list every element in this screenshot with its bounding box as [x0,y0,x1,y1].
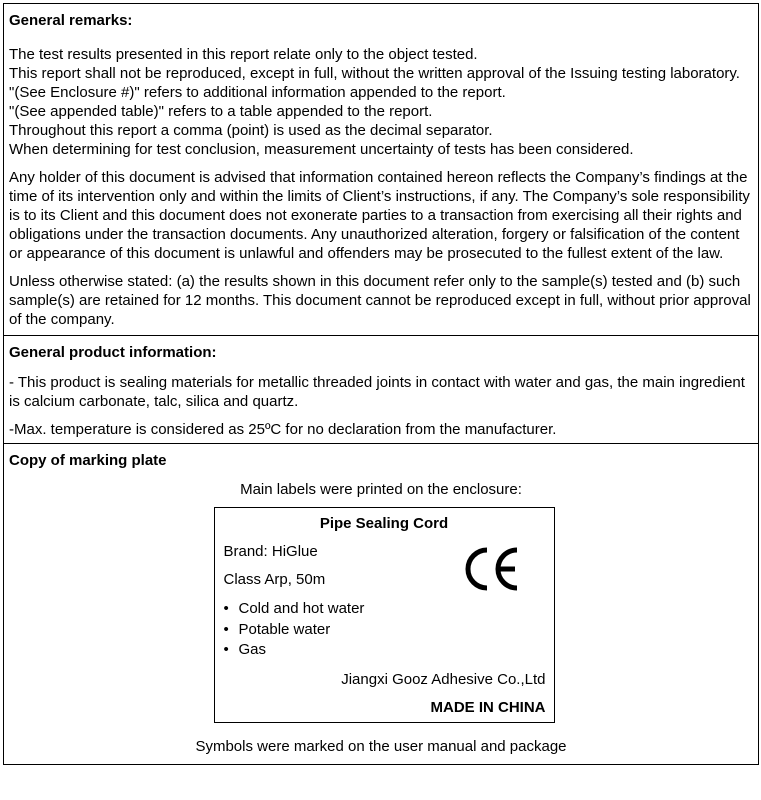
label-class: Class Arp, 50m [223,571,326,588]
use-label: Potable water [238,620,331,638]
holder-paragraph: Any holder of this document is advised that information contained hereon reflects the Company’s findings at the time of its intervention only and within the limits of Client’s instructions, if any. The Company’s sole responsibility is to its Client and this document does not exonerate parties to a transaction from exercising all their rights and obligations under the transaction documents. Any unauthorized alteration, forgery or falsification of the content or appearance of this document is unlawful and offenders may be prosecuted to the fullest extent of the law. [9,169,750,262]
product-description: - This product is sealing materials for metallic threaded joints in contact with water and gas, the main ingredient is calcium carbonate, talc, silica and quartz. [9,374,745,410]
unless-paragraph: Unless otherwise stated: (a) the results shown in this document refer only to the sample(s) tested and (b) such sample(s) are retained for 12 months. This document cannot be reproduced except in full, without prior approval of the company. [9,273,751,328]
max-temperature-note: -Max. temperature is considered as 25ºC for no declaration from the manufacturer. [9,421,557,438]
remark-line: This report shall not be reproduced, except in full, without the written approval of the Issuing testing laboratory. [9,65,740,82]
list-item [224,599,365,620]
ce-mark-icon [459,546,523,592]
label-origin: MADE IN CHINA [430,699,546,716]
remark-line: When determining for test conclusion, measurement uncertainty of tests has been considered. [9,141,634,158]
marking-plate-intro: Main labels were printed on the enclosure: [240,481,522,498]
report-page [3,3,759,765]
list-item [224,640,365,661]
label-brand: Brand: HiGlue [223,543,318,560]
remark-line: The test results presented in this report relate only to the object tested. [9,46,478,63]
remark-line: Throughout this report a comma (point) is used as the decimal separator. [9,122,493,139]
label-title: Pipe Sealing Cord [319,515,449,532]
bullet-icon: • [223,600,229,617]
bullet-icon: • [223,620,229,638]
general-remarks-heading: General remarks: [9,12,133,29]
use-label: Cold and hot water [238,600,365,617]
marking-plate-heading: Copy of marking plate [9,452,167,469]
general-remarks-section [4,4,758,335]
product-info-section [4,335,758,443]
marking-plate-footer: Symbols were marked on the user manual and package [195,738,567,755]
bullet-icon: • [223,641,229,658]
marking-label [214,507,555,723]
general-remarks-lines [9,45,753,159]
use-label: Gas [238,641,267,658]
product-info-heading: General product information: [9,344,217,361]
label-manufacturer: Jiangxi Gooz Adhesive Co.,Ltd [341,671,546,688]
remark-line: "(See Enclosure #)" refers to additional information appended to the report. [9,84,506,101]
remark-line: "(See appended table)" refers to a table appended to the report. [9,103,433,120]
label-uses-list [224,599,365,661]
marking-plate-section [4,443,758,764]
list-item [224,620,365,641]
